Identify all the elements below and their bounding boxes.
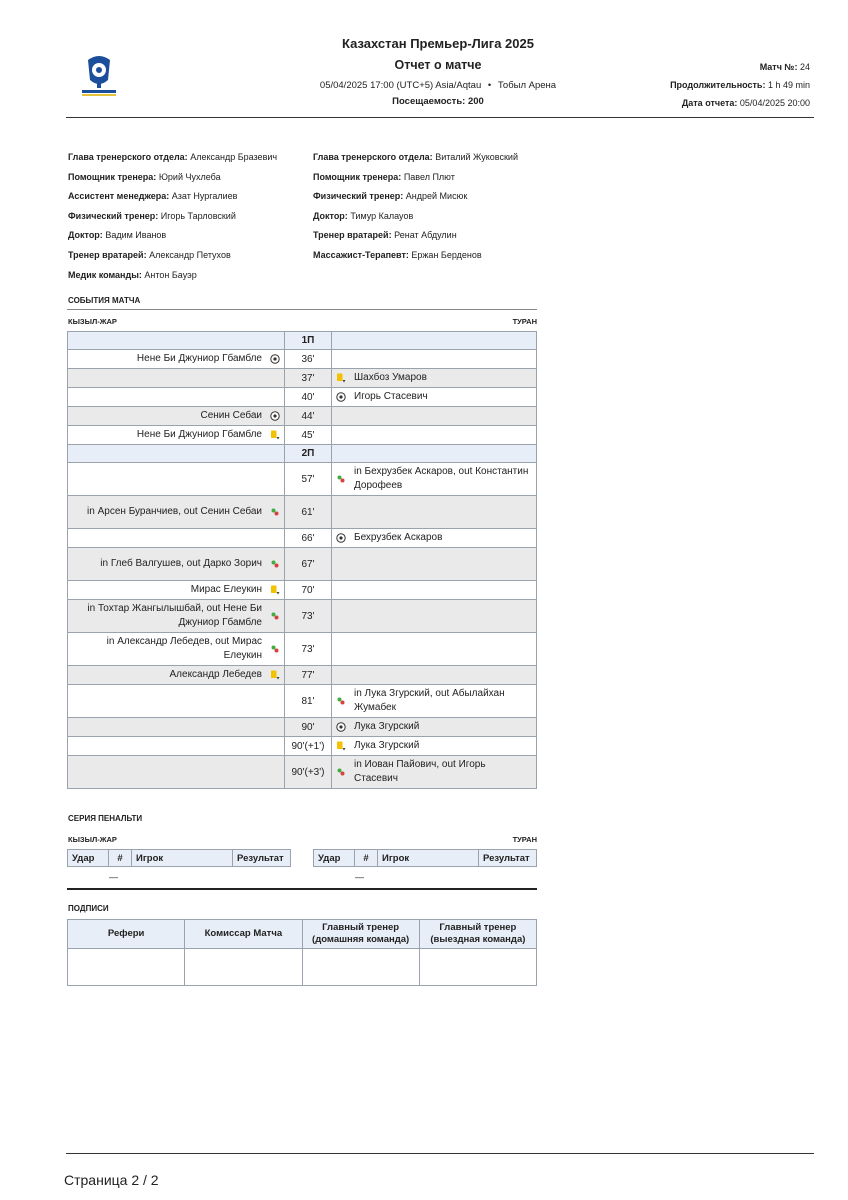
event-away-icon-cell bbox=[332, 350, 351, 369]
events-divider bbox=[67, 309, 537, 310]
event-row bbox=[68, 388, 537, 407]
event-home-icon-cell bbox=[266, 369, 285, 388]
event-away-icon-cell bbox=[332, 463, 351, 496]
substitution-icon bbox=[270, 644, 280, 655]
event-row bbox=[68, 496, 537, 529]
event-away-icon-cell bbox=[332, 737, 351, 756]
event-away-icon-cell bbox=[332, 548, 351, 581]
staff-role: Глава тренерского отдела: bbox=[313, 152, 433, 162]
substitution-icon bbox=[336, 474, 346, 485]
staff-item bbox=[313, 211, 518, 231]
event-home-icon-cell bbox=[266, 496, 285, 529]
event-away: in Лука Згурский, out Абылайхан Жумабек bbox=[350, 685, 537, 718]
event-away-icon-cell bbox=[332, 529, 351, 548]
events-away-team: ТУРАН bbox=[512, 317, 537, 326]
event-row bbox=[68, 737, 537, 756]
sig-col-away-coach: Главный тренер (выездная команда) bbox=[419, 920, 536, 949]
penalties-home-team: КЫЗЫЛ-ЖАР bbox=[68, 835, 117, 844]
event-minute: 73' bbox=[285, 633, 332, 666]
event-home: in Арсен Буранчиев, out Сенин Себаи bbox=[68, 496, 267, 529]
staff-item bbox=[313, 152, 518, 172]
event-home-icon-cell bbox=[266, 426, 285, 445]
event-away-icon-cell bbox=[332, 756, 351, 789]
event-minute: 36' bbox=[285, 350, 332, 369]
sig-col-home-coach: Главный тренер (домашняя команда) bbox=[302, 920, 419, 949]
event-away bbox=[350, 548, 537, 581]
event-home-icon-cell bbox=[266, 633, 285, 666]
event-home-icon-cell bbox=[266, 600, 285, 633]
sig-referee-box bbox=[68, 949, 185, 986]
staff-item bbox=[68, 211, 277, 231]
event-minute: 45' bbox=[285, 426, 332, 445]
staff-item bbox=[68, 152, 277, 172]
period-away bbox=[332, 332, 537, 350]
yellow-card-icon bbox=[336, 741, 346, 752]
yellow-card-icon bbox=[270, 670, 280, 681]
event-home-icon-cell bbox=[266, 666, 285, 685]
penalties-section-title: СЕРИЯ ПЕНАЛЬТИ bbox=[68, 814, 143, 823]
event-away: in Иован Пайович, out Игорь Стасевич bbox=[350, 756, 537, 789]
event-home bbox=[68, 737, 267, 756]
staff-role: Глава тренерского отдела: bbox=[68, 152, 188, 162]
pen-col-player: Игрок bbox=[132, 850, 233, 867]
event-away bbox=[350, 426, 537, 445]
duration-value: 1 h 49 min bbox=[767, 80, 810, 90]
event-away: Шахбоз Умаров bbox=[350, 369, 537, 388]
event-minute: 57' bbox=[285, 463, 332, 496]
report-subtitle: Отчет о матче bbox=[394, 58, 482, 72]
staff-role: Ассистент менеджера: bbox=[68, 191, 170, 202]
event-minute: 44' bbox=[285, 407, 332, 426]
event-row bbox=[68, 718, 537, 737]
staff-item bbox=[313, 191, 518, 211]
event-row bbox=[68, 369, 537, 388]
sig-commissioner-box bbox=[185, 949, 302, 986]
match-number-value: 24 bbox=[799, 62, 810, 72]
event-row bbox=[68, 633, 537, 666]
staff-item bbox=[313, 172, 518, 192]
event-row bbox=[68, 548, 537, 581]
goal-icon bbox=[336, 722, 346, 733]
goal-icon bbox=[336, 533, 346, 544]
event-home bbox=[68, 369, 267, 388]
report-date bbox=[682, 98, 810, 108]
staff-name: Виталий Жуковский bbox=[435, 152, 518, 162]
footer-divider bbox=[66, 1153, 814, 1154]
substitution-icon bbox=[270, 559, 280, 570]
staff-role: Помощник тренера: bbox=[313, 171, 402, 182]
event-away: Бехрузбек Аскаров bbox=[350, 529, 537, 548]
substitution-icon bbox=[270, 611, 280, 622]
event-away-icon-cell bbox=[332, 685, 351, 718]
goal-icon bbox=[336, 392, 346, 403]
pen-col-number: # bbox=[109, 850, 132, 867]
event-away bbox=[350, 496, 537, 529]
pen-col-kick: Удар bbox=[68, 850, 109, 867]
period-row bbox=[68, 445, 537, 463]
event-home-icon-cell bbox=[266, 685, 285, 718]
staff-name: Андрей Мисюк bbox=[405, 191, 468, 202]
period-away bbox=[332, 445, 537, 463]
staff-item bbox=[68, 250, 277, 270]
penalties-away-table bbox=[313, 849, 537, 867]
header-divider bbox=[66, 117, 814, 118]
duration-label: Продолжительность: bbox=[670, 80, 766, 90]
report-title: Казахстан Премьер-Лига 2025 bbox=[342, 36, 534, 51]
event-away-icon-cell bbox=[332, 718, 351, 737]
event-home: in Глеб Валгушев, out Дарко Зорич bbox=[68, 548, 267, 581]
event-home: Нене Би Джуниор Гбамбле bbox=[68, 350, 267, 369]
event-minute: 40' bbox=[285, 388, 332, 407]
staff-item bbox=[68, 270, 277, 290]
staff-home bbox=[68, 152, 277, 289]
sig-col-referee: Рефери bbox=[68, 920, 185, 949]
event-row bbox=[68, 600, 537, 633]
event-minute: 37' bbox=[285, 369, 332, 388]
events-section-title: СОБЫТИЯ МАТЧА bbox=[68, 296, 141, 305]
report-date-label: Дата отчета: bbox=[681, 98, 738, 108]
staff-role: Физический тренер: bbox=[68, 210, 159, 221]
event-row bbox=[68, 426, 537, 445]
duration bbox=[670, 80, 810, 90]
event-home-icon-cell bbox=[266, 581, 285, 600]
venue: Тобыл Арена bbox=[497, 80, 557, 91]
period-label: 2П bbox=[285, 445, 332, 463]
staff-name: Александр Петухов bbox=[149, 249, 231, 260]
staff-role: Доктор: bbox=[313, 210, 348, 221]
staff-item bbox=[68, 191, 277, 211]
event-minute: 66' bbox=[285, 529, 332, 548]
sig-away-coach-box bbox=[419, 949, 536, 986]
event-away-icon-cell bbox=[332, 369, 351, 388]
event-away bbox=[350, 633, 537, 666]
staff-name: Азат Нургалиев bbox=[171, 191, 238, 202]
event-minute: 70' bbox=[285, 581, 332, 600]
penalties-away-team: ТУРАН bbox=[512, 835, 537, 844]
event-home-icon-cell bbox=[266, 718, 285, 737]
pen-col-result: Результат bbox=[233, 850, 291, 867]
event-away: Лука Згурский bbox=[350, 737, 537, 756]
event-home bbox=[68, 718, 267, 737]
event-minute: 90' bbox=[285, 718, 332, 737]
goal-icon bbox=[270, 411, 280, 422]
event-home: Александр Лебедев bbox=[68, 666, 267, 685]
staff-role: Медик команды: bbox=[68, 269, 142, 280]
period-home bbox=[68, 332, 285, 350]
event-away-icon-cell bbox=[332, 581, 351, 600]
pen-col-result: Результат bbox=[479, 850, 537, 867]
staff-role: Тренер вратарей: bbox=[313, 230, 392, 241]
staff-name: Ренат Абдулин bbox=[394, 230, 457, 241]
event-away: Лука Згурский bbox=[350, 718, 537, 737]
yellow-card-icon bbox=[270, 585, 280, 596]
page-number: Страница 2 / 2 bbox=[64, 1172, 159, 1188]
event-home: in Александр Лебедев, out Мирас Елеукин bbox=[68, 633, 267, 666]
staff-name: Ержан Берденов bbox=[411, 249, 482, 260]
period-home bbox=[68, 445, 285, 463]
event-away-icon-cell bbox=[332, 496, 351, 529]
event-away: Игорь Стасевич bbox=[350, 388, 537, 407]
staff-away bbox=[313, 152, 518, 270]
event-home-icon-cell bbox=[266, 388, 285, 407]
staff-role: Доктор: bbox=[68, 230, 103, 241]
staff-name: Павел Плют bbox=[403, 171, 455, 182]
event-minute: 90'(+1') bbox=[285, 737, 332, 756]
event-away: in Бехрузбек Аскаров, out Константин Дорофеев bbox=[350, 463, 537, 496]
events-home-team: КЫЗЫЛ-ЖАР bbox=[68, 317, 117, 326]
period-label: 1П bbox=[285, 332, 332, 350]
event-away bbox=[350, 407, 537, 426]
event-away-icon-cell bbox=[332, 426, 351, 445]
staff-role: Помощник тренера: bbox=[68, 171, 157, 182]
staff-name: Игорь Тарловский bbox=[160, 210, 236, 221]
yellow-card-icon bbox=[270, 430, 280, 441]
signatures-table bbox=[67, 919, 537, 986]
match-events-table bbox=[67, 331, 537, 789]
staff-item bbox=[68, 172, 277, 192]
event-away bbox=[350, 350, 537, 369]
staff-name: Тимур Калауов bbox=[350, 210, 414, 221]
period-row bbox=[68, 332, 537, 350]
event-away-icon-cell bbox=[332, 633, 351, 666]
event-row bbox=[68, 350, 537, 369]
staff-item bbox=[313, 230, 518, 250]
event-home bbox=[68, 685, 267, 718]
event-row bbox=[68, 581, 537, 600]
event-home-icon-cell bbox=[266, 737, 285, 756]
event-minute: 73' bbox=[285, 600, 332, 633]
event-home bbox=[68, 463, 267, 496]
event-home-icon-cell bbox=[266, 548, 285, 581]
event-away-icon-cell bbox=[332, 600, 351, 633]
event-home: Мирас Елеукин bbox=[68, 581, 267, 600]
staff-role: Тренер вратарей: bbox=[68, 249, 147, 260]
event-away bbox=[350, 581, 537, 600]
event-minute: 61' bbox=[285, 496, 332, 529]
separator: • bbox=[487, 80, 492, 91]
event-home bbox=[68, 529, 267, 548]
event-away-icon-cell bbox=[332, 407, 351, 426]
event-minute: 90'(+3') bbox=[285, 756, 332, 789]
staff-name: Вадим Иванов bbox=[105, 230, 167, 241]
event-home-icon-cell bbox=[266, 350, 285, 369]
staff-role: Массажист-Терапевт: bbox=[313, 249, 409, 260]
event-row bbox=[68, 529, 537, 548]
event-home-icon-cell bbox=[266, 756, 285, 789]
match-number-label: Матч №: bbox=[759, 62, 798, 72]
staff-item bbox=[313, 250, 518, 270]
event-home-icon-cell bbox=[266, 463, 285, 496]
penalties-home-empty: — bbox=[109, 872, 118, 882]
substitution-icon bbox=[336, 696, 346, 707]
event-row bbox=[68, 685, 537, 718]
staff-name: Юрий Чухлеба bbox=[158, 171, 221, 182]
sig-col-commissioner: Комиссар Матча bbox=[185, 920, 302, 949]
event-row bbox=[68, 407, 537, 426]
staff-name: Александр Бразевич bbox=[190, 152, 278, 162]
event-away-icon-cell bbox=[332, 666, 351, 685]
penalties-home-table bbox=[67, 849, 291, 867]
event-row bbox=[68, 756, 537, 789]
staff-name: Антон Бауэр bbox=[144, 269, 197, 280]
event-home-icon-cell bbox=[266, 529, 285, 548]
staff-item bbox=[68, 230, 277, 250]
event-minute: 81' bbox=[285, 685, 332, 718]
sig-home-coach-box bbox=[302, 949, 419, 986]
event-home bbox=[68, 388, 267, 407]
penalties-divider bbox=[67, 888, 537, 890]
pen-col-player: Игрок bbox=[378, 850, 479, 867]
event-minute: 77' bbox=[285, 666, 332, 685]
event-away bbox=[350, 666, 537, 685]
signatures-section-title: ПОДПИСИ bbox=[68, 904, 109, 913]
pen-col-kick: Удар bbox=[314, 850, 355, 867]
event-minute: 67' bbox=[285, 548, 332, 581]
event-home: Нене Би Джуниор Гбамбле bbox=[68, 426, 267, 445]
goal-icon bbox=[270, 354, 280, 365]
event-row bbox=[68, 463, 537, 496]
event-away-icon-cell bbox=[332, 388, 351, 407]
event-home: Сенин Себаи bbox=[68, 407, 267, 426]
attendance: Посещаемость: 200 bbox=[392, 96, 484, 107]
substitution-icon bbox=[336, 767, 346, 778]
report-date-value: 05/04/2025 20:00 bbox=[739, 98, 810, 108]
event-home: in Тохтар Жангылышбай, out Нене Би Джуниор Гбамбле bbox=[68, 600, 267, 633]
event-row bbox=[68, 666, 537, 685]
pen-col-number: # bbox=[355, 850, 378, 867]
substitution-icon bbox=[270, 507, 280, 518]
yellow-card-icon bbox=[336, 373, 346, 384]
event-away bbox=[350, 600, 537, 633]
staff-role: Физический тренер: bbox=[313, 191, 404, 202]
penalties-away-empty: — bbox=[355, 872, 364, 882]
match-date: 05/04/2025 17:00 (UTC+5) Asia/Aqtau bbox=[319, 80, 482, 91]
event-home-icon-cell bbox=[266, 407, 285, 426]
event-home bbox=[68, 756, 267, 789]
match-number bbox=[760, 62, 810, 72]
